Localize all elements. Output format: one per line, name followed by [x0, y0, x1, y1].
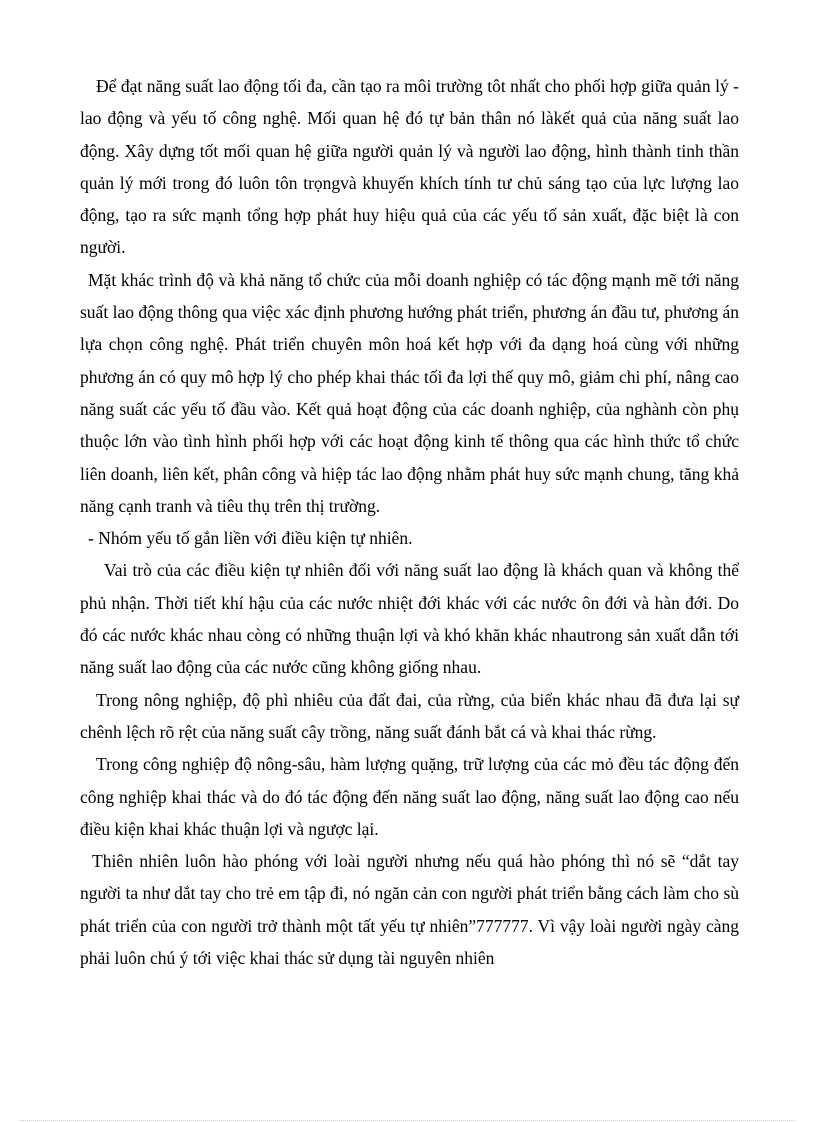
- paragraph-1: Để đạt năng suất lao động tối đa, cần tạo ra môi trường tôt nhất cho phối hợp giữa quản lý - lao động và yếu tố công nghệ. Mối quan hệ đó tự bản thân nó làkết quả của năng suất lao động. Xây dựng tốt mối quan hệ giữa người quản lý và người lao động, hình thành tinh thần quản lý mới trong đó luôn tôn trọngvà khuyến khích tính tư chủ sáng tạo của lực lượng lao động, tạo ra sức mạnh tổng hợp phát huy hiệu quả của các yếu tố sản xuất, đặc biệt là con người.: [80, 76, 739, 258]
- page-bottom-divider: [20, 1120, 796, 1121]
- document-page: [80, 70, 739, 974]
- paragraph-2: Mặt khác trình độ và khả năng tổ chức của mỗi doanh nghiệp có tác động mạnh mẽ tới năng suất lao động thông qua việc xác định phương hướng phát triển, phương án đầu tư, phương án lựa chọn công nghệ. Phát triển chuyên môn hoá kết hợp với đa dạng hoá cùng với những phương án có quy mô hợp lý cho phép khai thác tối đa lợi thế quy mô, giảm chi phí, nâng cao năng suất các yếu tố đầu vào. Kết quả hoạt động của các doanh nghiệp, của nghành còn phụ thuộc lớn vào tình hình phối hợp với các hoạt động kinh tế thông qua các hình thức tổ chức liên doanh, liên kết, phân công và hiệp tác lao động nhằm phát huy sức mạnh chung, tăng khả năng cạnh tranh và tiêu thụ trên thị trường.: [80, 269, 739, 516]
- paragraph-5: Trong nông nghiệp, độ phì nhiêu của đất đai, của rừng, của biển khác nhau đã đưa lại sự chênh lệch rõ rệt của năng suất cây trồng, năng suất đánh bắt cá và khai thác rừng.: [80, 689, 739, 742]
- paragraph-7: Thiên nhiên luôn hào phóng với loài người nhưng nếu quá hào phóng thì nó sẽ “dắt tay người ta như dắt tay cho trẻ em tập đi, nó ngăn cản con người phát triển bằng cách làm cho sù phát triển của con người trở thành một tất yếu tự nhiên”777777. Vì vậy loài người ngày càng phải luôn chú ý tới việc khai thác sử dụng tài nguyên nhiên: [80, 851, 739, 969]
- paragraph-3-heading: - Nhóm yếu tố gắn liền với điều kiện tự nhiên.: [88, 528, 413, 549]
- paragraph-6: Trong công nghiệp độ nông-sâu, hàm lượng quặng, trữ lượng của các mỏ đều tác động đến công nghiệp khai thác và do đó tác động đến năng suất lao động, năng suất lao động cao nếu điều kiện khai khác thuận lợi và ngược lại.: [80, 754, 739, 839]
- paragraph-4: Vai trò của các điều kiện tự nhiên đối với năng suất lao động là khách quan và không thể phủ nhận. Thời tiết khí hậu của các nước nhiệt đới khác với các nước ôn đới và hàn đới. Do đó các nước khác nhau còng có những thuận lợi và khó khăn khác nhautrong sản xuất dẫn tới năng suất lao động của các nước cũng không giống nhau.: [80, 560, 739, 678]
